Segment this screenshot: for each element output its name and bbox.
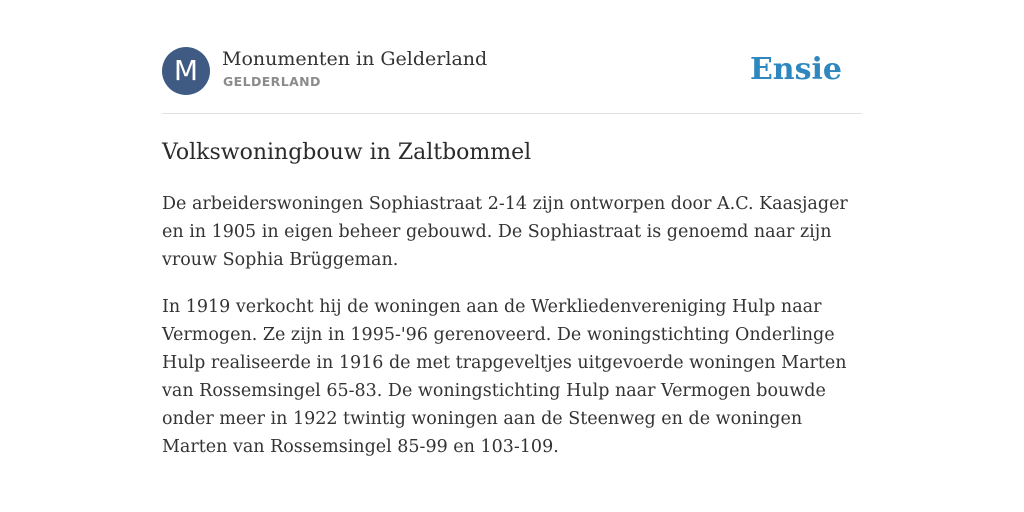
article-paragraph-1: De arbeiderswoningen Sophiastraat 2-14 zijn ontworpen door A.C. Kaasjager en in 1905 in eigen beheer gebouwd. De Sophiastraat is genoemd naar zijn vrouw Sophia Brüggeman. [162,194,848,270]
source-subtitle[interactable]: GELDERLAND [223,74,321,89]
avatar[interactable]: M [162,47,210,95]
brand-logo[interactable]: Ensie [749,52,842,87]
source-title[interactable]: Monumenten in Gelderland [222,48,488,70]
header-divider [162,113,862,114]
article-title: Volkswoningbouw in Zaltbommel [162,140,532,165]
source-header [162,46,862,96]
article-body [162,190,862,480]
article-paragraph-2: In 1919 verkocht hij de woningen aan de Werkliedenvereniging Hulp naar Vermogen. Ze zijn in 1995-'96 gerenoveerd. De woningstichting Onderlinge Hulp realiseerde in 1916 de met trapgeveltjes uitgevoerde woningen Marten van Rossemsingel 65-83. De woningstichting Hulp naar Vermogen bouwde onder meer in 1922 twintig woningen aan de Steenweg en de woningen Marten van Rossemsingel 85-99 en 103-109. [162,297,847,457]
